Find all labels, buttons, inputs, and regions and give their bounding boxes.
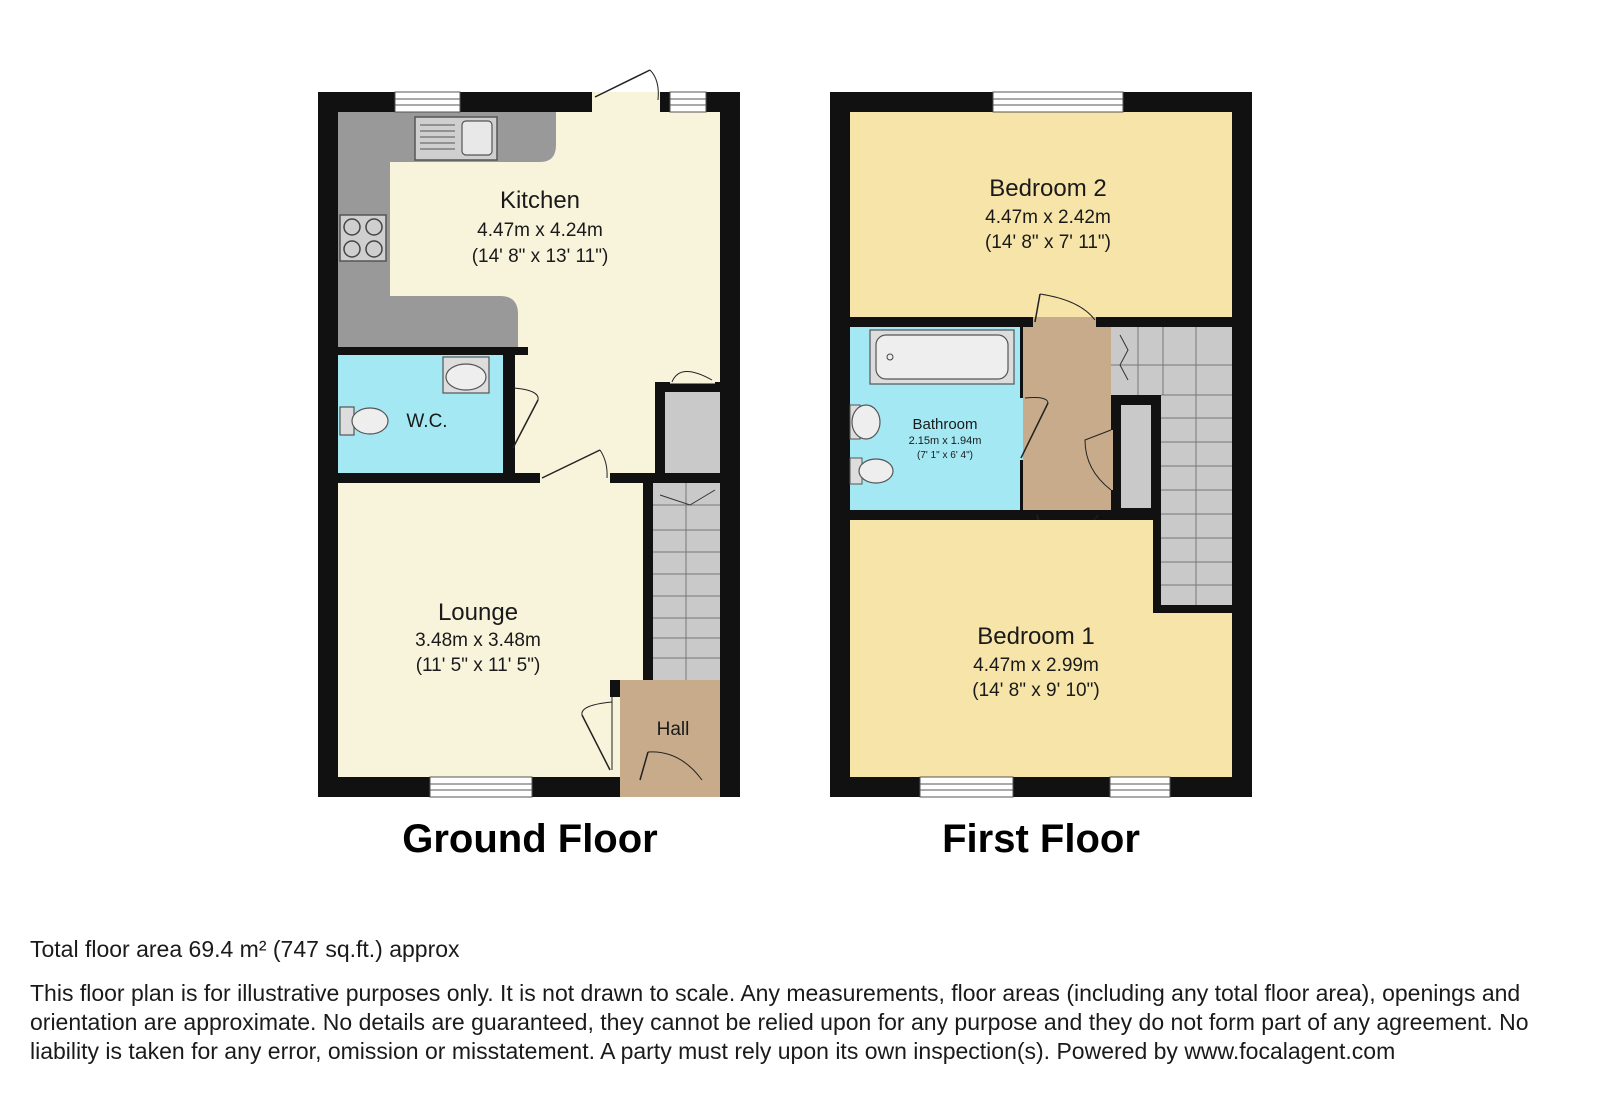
basin-icon (443, 357, 489, 393)
basin-icon (850, 405, 880, 439)
bedroom2-name: Bedroom 2 (989, 175, 1107, 202)
window (920, 777, 1013, 797)
sink-icon (415, 117, 497, 160)
window (993, 92, 1123, 112)
bathroom-metric: 2.15m x 1.94m (908, 435, 982, 447)
airing-cupboard-inner (1121, 405, 1151, 508)
wc-name: W.C. (406, 411, 448, 432)
bedroom2-metric: 4.47m x 2.42m (985, 207, 1111, 228)
bedroom1-imperial: (14' 8" x 9' 10") (972, 680, 1100, 701)
hob-icon (340, 215, 386, 261)
lounge-imperial: (11' 5" x 11' 5") (415, 655, 541, 676)
wc-side-wall (503, 355, 513, 385)
back-door (592, 70, 660, 112)
first-floor-plan (830, 92, 1252, 861)
wc-wall (338, 347, 528, 355)
footer (30, 935, 1575, 1066)
kitchen-lounge-wall (338, 473, 720, 483)
kitchen-name: Kitchen (499, 187, 581, 214)
landing (1023, 327, 1111, 510)
bedroom1-metric: 4.47m x 2.99m (973, 655, 1099, 676)
first-floor-title: First Floor (942, 817, 1140, 861)
toilet-icon (850, 458, 893, 484)
ground-floor-title: Ground Floor (402, 817, 658, 861)
kitchen-imperial: (14' 8" x 13' 11") (471, 246, 609, 267)
total-floor-area: Total floor area 69.4 m² (747 sq.ft.) approx (30, 936, 460, 962)
stairs-wall (1153, 605, 1232, 613)
bedroom2-imperial: (14' 8" x 7' 11") (984, 232, 1112, 253)
window (670, 92, 706, 112)
kitchen-metric: 4.47m x 4.24m (477, 220, 603, 241)
disclaimer-text: This floor plan is for illustrative purposes only. It is not drawn to scale. Any measurements, floor areas (including any total floor area), openings and orientation are approximate. No details are guaranteed, they cannot be relied upon for any purpose and they do not form part of any agreement. No liability is taken for any error, omission or misstatement. A party must rely upon its own inspection(s). Powered by www.focalagent.com (30, 980, 1529, 1064)
lounge-metric: 3.48m x 3.48m (415, 630, 541, 651)
window (1110, 777, 1170, 797)
hall-wall (610, 680, 620, 697)
lounge-name: Lounge (437, 599, 519, 626)
stairs-wall (1153, 515, 1161, 613)
window (430, 777, 532, 797)
bathroom-imperial: (7' 1" x 6' 4") (917, 450, 973, 461)
ground-floor-plan (318, 70, 740, 861)
bedroom1-name: Bedroom 1 (977, 623, 1095, 650)
bath-icon (870, 330, 1014, 384)
bathroom-name: Bathroom (912, 416, 978, 433)
stairs (1111, 327, 1232, 395)
window (395, 92, 460, 112)
toilet-icon (340, 407, 388, 435)
understairs-cupboard-inner (665, 392, 720, 473)
hall-name: Hall (656, 719, 690, 740)
